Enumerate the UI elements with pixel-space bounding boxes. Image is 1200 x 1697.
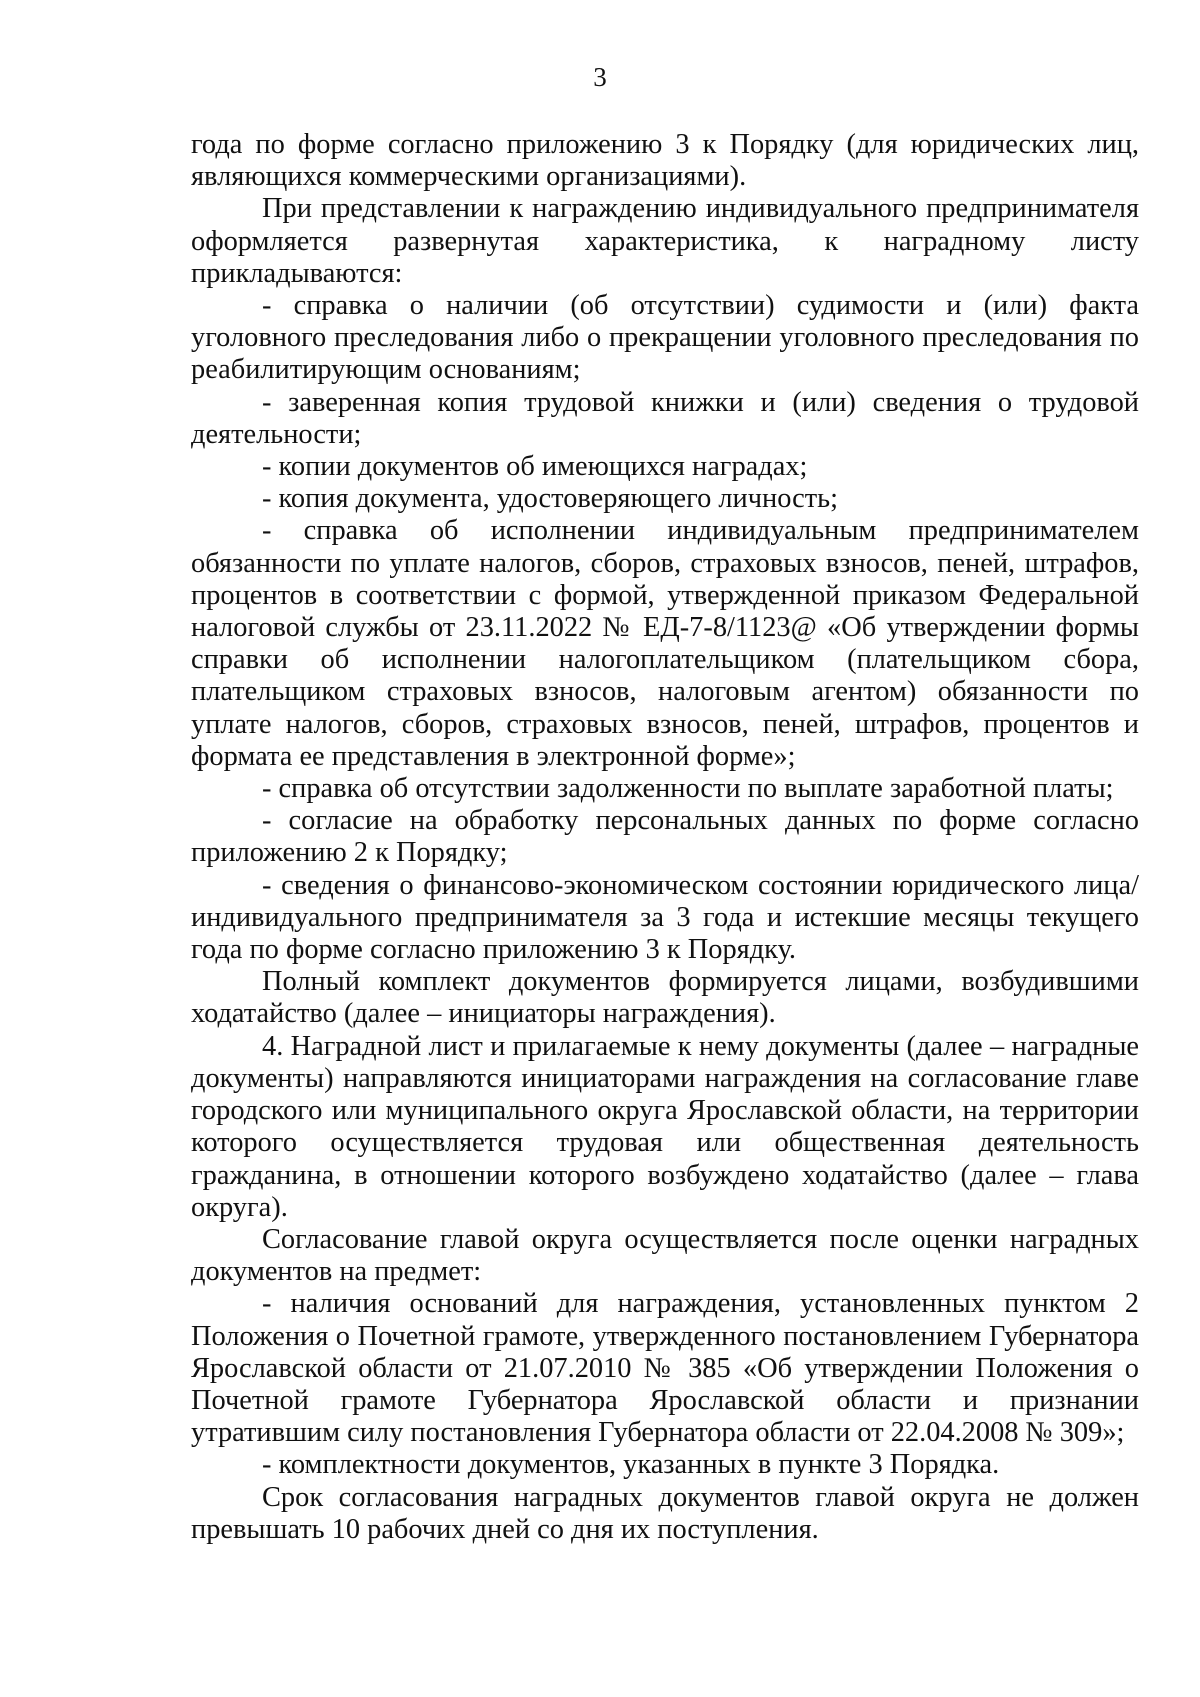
- list-item-grounds: - наличия оснований для награждения, установленных пунктом 2 Положения о Почетной грамоте, утвержденного постановлением Губернатора Ярославской области от 21.07.2010 № 385 «Об утверждении Положения о Почетной грамоте Губернатора Ярославской области и признании утратившим силу постановления Губернатора области от 22.04.2008 № 309»;: [191, 1288, 1139, 1449]
- paragraph-item-4: 4. Наградной лист и прилагаемые к нему документы (далее – наградные документы) направляются инициаторами награждения на согласование главе городского или муниципального округа Ярославской области, на территории которого осуществляется трудовая или общественная деятельность гражданина, в отношении которого возбуждено ходатайство (далее – глава округа).: [191, 1030, 1139, 1223]
- list-item-identity-document: - копия документа, удостоверяющего личность;: [262, 483, 838, 515]
- list-item-award-copies: - копии документов об имеющихся наградах;: [262, 451, 808, 483]
- list-item-personal-data-consent: - согласие на обработку персональных данных по форме согласно приложению 2 к Порядку;: [191, 805, 1139, 869]
- list-item-tax-certificate: - справка об исполнении индивидуальным предпринимателем обязанности по уплате налогов, сборов, страховых взносов, пеней, штрафов, процентов в соответствии с формой, утвержденной приказом Федеральной налоговой службы от 23.11.2022 № ЕД-7-8/1123@ «Об утверждении формы справки об исполнении налогоплательщиком (плательщиком сбора, плательщиком страховых взносов, налоговым агентом) обязанности по уплате налогов, сборов, страховых взносов, пеней, штрафов, процентов и формата ее представления в электронной форме»;: [191, 515, 1139, 772]
- paragraph-continuation: года по форме согласно приложению 3 к Порядку (для юридических лиц, являющихся коммерческими организациями).: [191, 129, 1139, 193]
- paragraph-full-set: Полный комплект документов формируется лицами, возбудившими ходатайство (далее – инициаторы награждения).: [191, 966, 1139, 1030]
- paragraph-entrepreneur-intro: При представлении к награждению индивидуального предпринимателя оформляется развернутая характеристика, к наградному листу прикладываются:: [191, 193, 1139, 289]
- paragraph-deadline: Срок согласования наградных документов главой округа не должен превышать 10 рабочих дней со дня их поступления.: [191, 1481, 1139, 1545]
- list-item-no-wage-debt: - справка об отсутствии задолженности по выплате заработной платы;: [262, 773, 1114, 805]
- page-number: 3: [593, 62, 607, 92]
- list-item-employment-record: - заверенная копия трудовой книжки и (или) сведения о трудовой деятельности;: [191, 386, 1139, 450]
- list-item-financial-info: - сведения о финансово-экономическом состоянии юридического лица/ индивидуального предпринимателя за 3 года и истекшие месяцы текущего года по форме согласно приложению 3 к Порядку.: [191, 869, 1139, 966]
- paragraph-approval: Согласование главой округа осуществляется после оценки наградных документов на предмет:: [191, 1223, 1139, 1288]
- list-item-criminal-record: - справка о наличии (об отсутствии) судимости и (или) факта уголовного преследования либо о прекращении уголовного преследования по реабилитирующим основаниям;: [191, 290, 1139, 386]
- document-body: [191, 129, 1139, 1546]
- list-item-completeness: - комплектности документов, указанных в пункте 3 Порядка.: [262, 1449, 1000, 1481]
